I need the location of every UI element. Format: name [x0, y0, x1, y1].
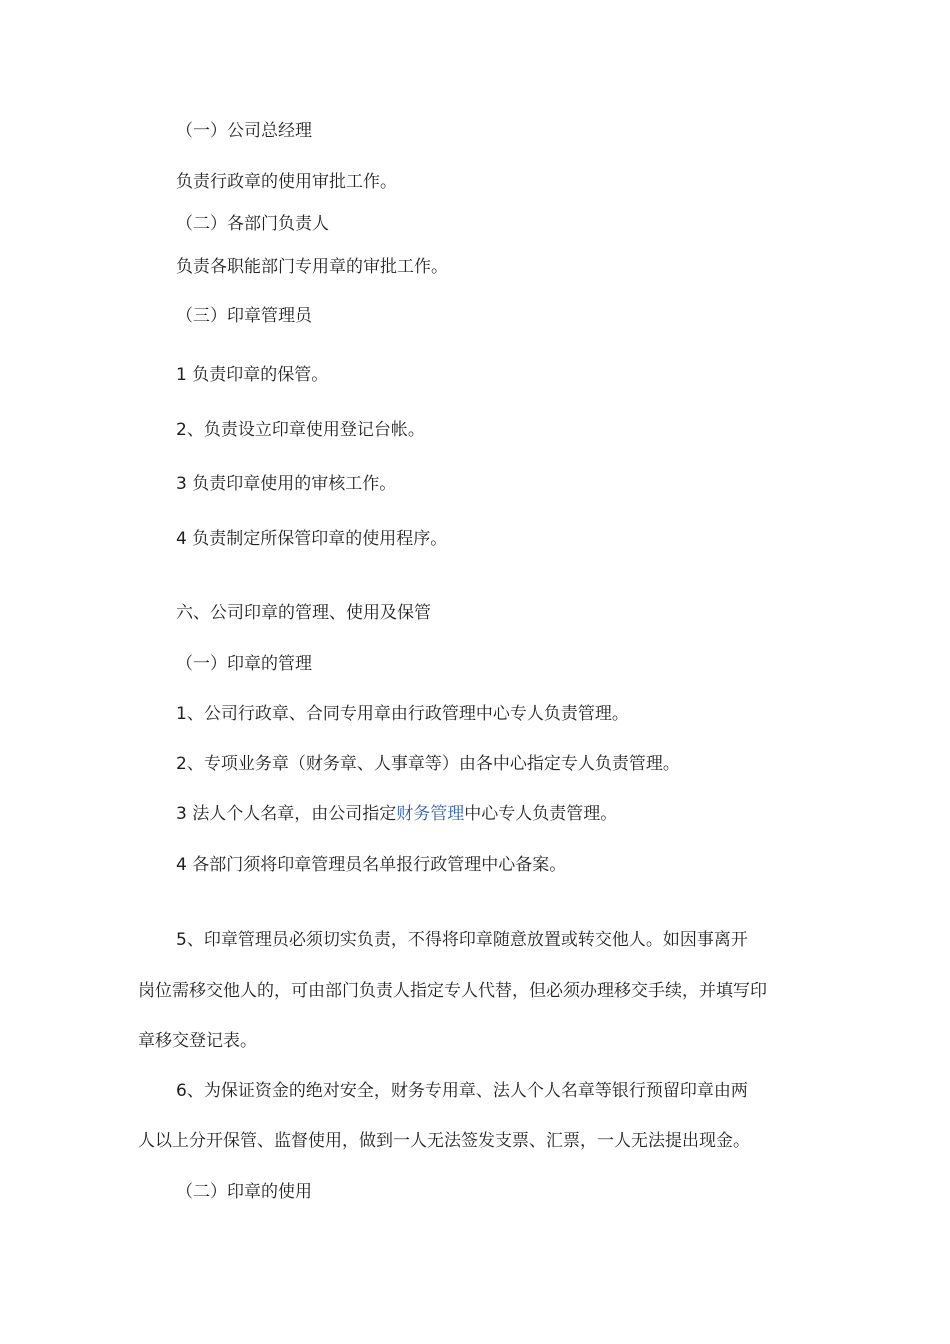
list-item: [176, 802, 617, 826]
list-item: 1 负责印章的保管。: [176, 365, 329, 385]
list-item: 2、专项业务章（财务章、人事章等）由各中心指定专人负责管理。: [176, 754, 680, 774]
text-segment: 中心专人负责管理。: [464, 804, 618, 824]
list-item: 4 各部门须将印章管理员名单报行政管理中心备案。: [176, 855, 567, 875]
list-item: 1、公司行政章、合同专用章由行政管理中心专人负责管理。: [176, 704, 629, 724]
paragraph-line: 6、为保证资金的绝对安全，财务专用章、法人个人名章等银行预留印章由两: [176, 1081, 748, 1101]
subsection-heading: （一）印章的管理: [176, 654, 312, 674]
paragraph: 负责行政章的使用审批工作。: [176, 172, 397, 192]
heading-department-heads: （二）各部门负责人: [176, 214, 329, 234]
text-segment: 3 法人个人名章，由公司指定: [176, 804, 397, 824]
heading-general-manager: （一）公司总经理: [176, 121, 312, 141]
section-heading: 六、公司印章的管理、使用及保管: [176, 603, 431, 623]
paragraph-line: 5、印章管理员必须切实负责，不得将印章随意放置或转交他人。如因事离开: [176, 930, 748, 950]
list-item: 4 负责制定所保管印章的使用程序。: [176, 529, 448, 549]
list-item: 2、负责设立印章使用登记台帐。: [176, 420, 425, 440]
paragraph-line: 人以上分开保管、监督使用，做到一人无法签发支票、汇票，一人无法提出现金。: [138, 1131, 750, 1151]
heading-seal-administrator: （三）印章管理员: [176, 306, 312, 326]
list-item: 3 负责印章使用的审核工作。: [176, 474, 397, 494]
paragraph-line: 章移交登记表。: [138, 1031, 257, 1051]
paragraph: 负责各职能部门专用章的审批工作。: [176, 257, 448, 277]
paragraph-line: 岗位需移交他人的，可由部门负责人指定专人代替，但必须办理移交手续，并填写印: [138, 981, 767, 1001]
finance-management-link[interactable]: 财务管理: [396, 804, 465, 824]
subsection-heading: （二）印章的使用: [176, 1182, 312, 1202]
